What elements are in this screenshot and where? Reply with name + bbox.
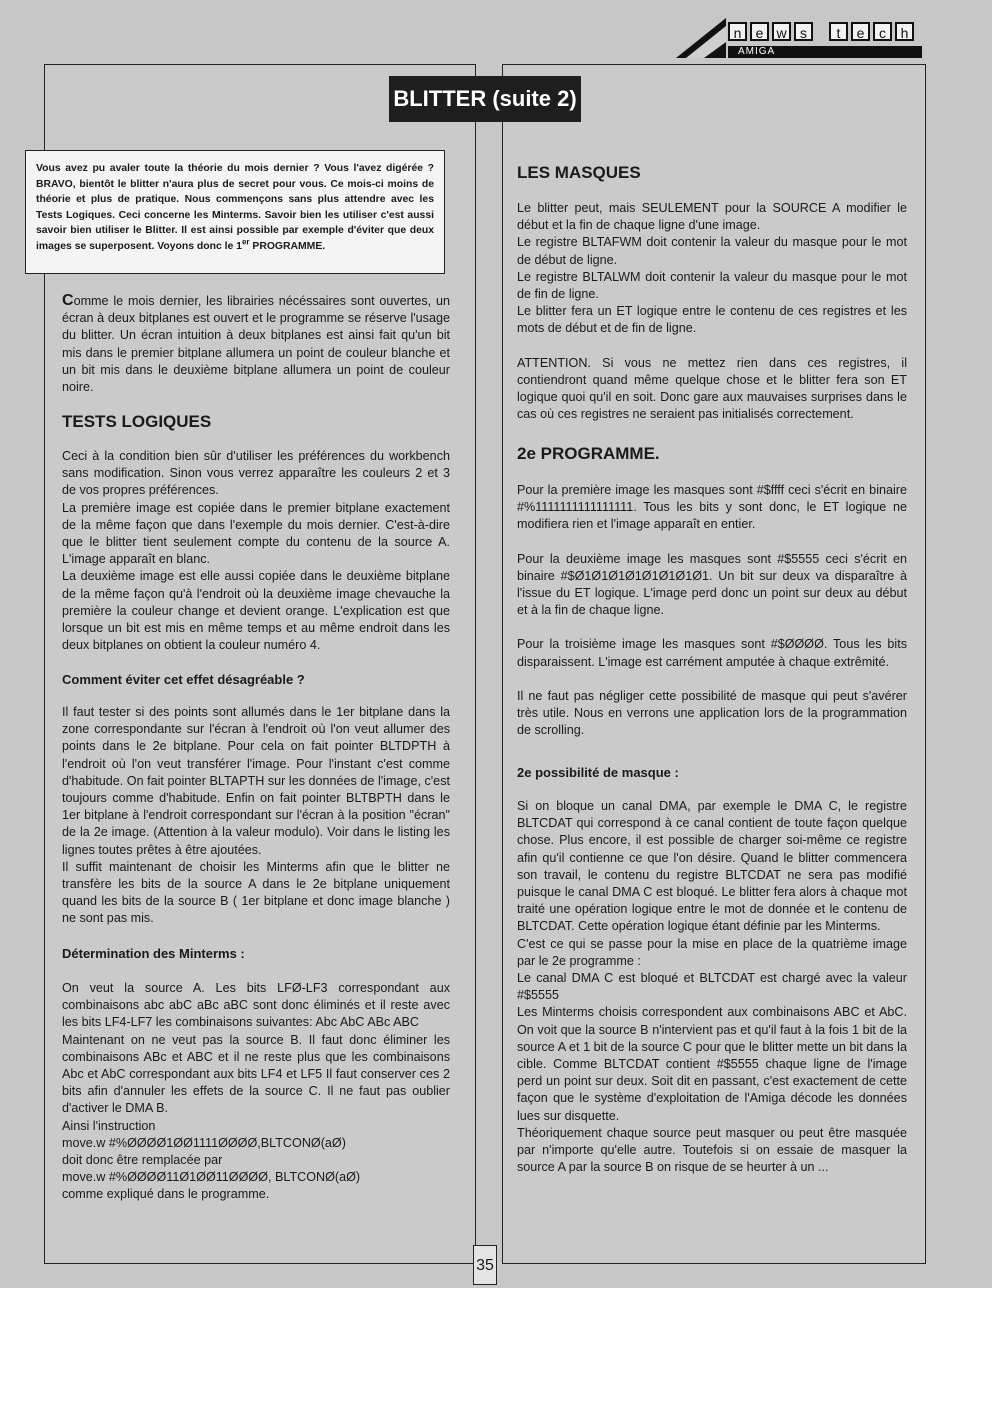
heading-comment-eviter: Comment éviter cet effet désagréable ?	[62, 672, 305, 687]
tests-section	[62, 448, 450, 654]
logo-letter: t	[829, 22, 848, 41]
paragraph: Le registre BLTALWM doit contenir la valeur du masque pour le mot de fin de ligne.	[517, 269, 907, 302]
logo-letters	[676, 18, 922, 44]
paragraph: Le canal DMA C est bloqué et BLTCDAT est chargé avec la valeur #$5555	[517, 971, 907, 1003]
heading-minterms: Détermination des Minterms :	[62, 946, 245, 961]
possibilite-section	[517, 798, 907, 1176]
programme-section	[517, 482, 907, 739]
drop-cap: C	[62, 292, 74, 309]
heading-les-masques: LES MASQUES	[517, 163, 641, 182]
paragraph: Pour la troisième image les masques sont #$ØØØØ. Tous les bits disparaissent. L'image est carrément amputée à chaque extrêmité.	[517, 637, 907, 669]
heading-tests-logiques: TESTS LOGIQUES	[62, 412, 212, 431]
eviter-section	[62, 704, 450, 928]
masques-section	[517, 200, 907, 423]
paragraph: doit donc être remplacée par	[62, 1153, 223, 1168]
paragraph: ATTENTION. Si vous ne mettez rien dans ces registres, il contiendront quand même quelque chose et le blitter fera son ET logique quoi qu'il en soit. Donc gare aux mauvaises surprises dans le cas où ces registres ne seraient pas initialisés correctement.	[517, 355, 907, 422]
paragraph: Pour la première image les masques sont #$ffff ceci s'écrit en binaire #%1111111111111111. Tous les bits y sont donc, le ET logique ne modifiera rien et l'image apparaît en entier.	[517, 483, 907, 532]
paragraph: La deuxième image est elle aussi copiée dans le deuxième bitplane de la même façon qu'à l'endroit où la deuxième image chevauche la première la couleur change et devient orange. L'explication est que lorsque un bit est mis en même temps et au même endroit dans les deux bitplanes on obtient la couleur numéro 4.	[62, 569, 450, 653]
news-tech-logo	[676, 18, 922, 58]
logo-letter: h	[895, 22, 914, 41]
paragraph: Maintenant on ne veut pas la source B. Il faut donc éliminer les combinaisons ABc et ABC et il ne reste plus que les combinaisons Abc et AbC correspondant aux bits LF4 et LF5 Il faut conserver ces 2 bits afin d'annuler les effets de la source C. Il ne faut pas oublier d'activer le DMA B.	[62, 1032, 450, 1116]
page-margin-bottom	[0, 1288, 992, 1403]
intro-text-end: PROGRAMME.	[249, 240, 326, 252]
minterms-section	[62, 980, 450, 1204]
paragraph: Si on bloque un canal DMA, par exemple le DMA C, le registre BLTCDAT qui correspond à ce canal contient de toute façon quelque chose. Plus encore, il est possible de charger soi-même ce registre afin qu'il contienne ce que l'on désire. Quand le blitter commencera son travail, le contenu du registre BLTCDAT ne sera pas modifié puisque le canal DMA C est bloqué. Le blitter fera alors à chaque mot traité une opération logique entre le mot de donnée et le contenu de BLTCDAT. Cette opération logique étant définie par les Minterms.	[517, 799, 907, 934]
heading-2e-programme: 2e PROGRAMME.	[517, 444, 660, 463]
paragraph: Le registre BLTAFWM doit contenir la valeur du masque pour le mot de début de ligne.	[517, 235, 907, 267]
paragraph: Les Minterms choisis correspondent aux combinaisons ABC et AbC. On voit que la source B n'intervient pas et qu'il faut à la fois 1 bit de la source A et 1 bit de la source C pour que le blitter mette un bit dans la cible. Comme BLTCDAT contient #$5555 chaque ligne de l'image perd un point sur deux. Soit dit en passant, c'est exactement de cette façon que le système d'exploitation de l'Amiga décode les données lues sur disquette.	[517, 1005, 907, 1123]
paragraph: Le blitter peut, mais SEULEMENT pour la SOURCE A modifier le début et la fin de chaque ligne d'une image.	[517, 201, 907, 233]
paragraph: Ceci à la condition bien sûr d'utiliser les préférences du workbench sans modification. Sinon vous verrez apparaître les couleurs 2 et 3 de vos propres préférences.	[62, 449, 450, 498]
code-line: move.w #%ØØØØ11Ø1ØØ11ØØØØ, BLTCONØ(aØ)	[62, 1170, 361, 1185]
logo-letter: e	[851, 22, 870, 41]
paragraph: Il faut tester si des points sont allumés dans le 1er bitplane dans la zone correspondante sur l'écran à l'endroit où l'on veut allumer des points dans le 2e bitplane. Pour cela on fait pointer BLTDPTH à l'endroit où l'on veut transférer l'image. Pour l'instant c'est comme d'habitude. On fait pointer BLTAPTH sur les données de l'image, c'est toujours comme d'habitude. Enfin on fait pointer BLTBPTH dans le 1er bitplane à l'endroit correspondant sur l'écran à la position "écran" de la 2e image. (Attention à la valeur modulo). Voir dans le listing les lignes toutes prêtes à être ajoutées.	[62, 705, 450, 857]
page-number: 35	[473, 1245, 497, 1285]
intro-text: Vous avez pu avaler toute la théorie du mois dernier ? Vous l'avez digérée ? BRAVO, bientôt le blitter n'aura plus de secret pour vous. Ce mois-ci moins de théorie et plus de pratique. Nous commençons sans plus attendre avec les Tests Logiques. Ceci concerne les Minterms. Savoir bien les utiliser c'est aussi savoir bien utiliser le Blitter. Il est ainsi possible par exemple d'éviter que deux images se superposent. Voyons donc le 1	[36, 163, 434, 252]
article-title: BLITTER (suite 2)	[389, 76, 581, 122]
paragraph: Théoriquement chaque source peut masquer ou peut être masquée par n'importe qu'elle autre. Toutefois si on essaie de masquer la source A par la source B on risque de se heurter à un ...	[517, 1125, 907, 1175]
logo-letter: s	[794, 22, 813, 41]
paragraph: On veut la source A. Les bits LFØ-LF3 correspondant aux combinaisons abc abC aBc aBC sont donc éliminés et il reste avec les bits LF4-LF7 les combinaisons suivantes: Abc AbC ABc ABC	[62, 981, 450, 1030]
paragraph: Ainsi l'instruction	[62, 1118, 156, 1133]
paragraph: Il ne faut pas négliger cette possibilité de masque qui peut s'avérer très utile. Nous en verrons une application lors de la programmation de scrolling.	[517, 688, 907, 738]
intro-superscript: er	[241, 237, 250, 247]
logo-letter: e	[750, 22, 769, 41]
logo-letter: n	[728, 22, 747, 41]
code-line: move.w #%ØØØØ1ØØ1111ØØØØ,BLTCONØ(aØ)	[62, 1135, 346, 1150]
intro-box	[25, 150, 445, 274]
paragraph: C'est ce qui se passe pour la mise en place de la quatrième image par le 2e programme :	[517, 936, 907, 968]
paragraph: comme expliqué dans le programme.	[62, 1187, 270, 1202]
left-intro-paragraph	[62, 292, 450, 396]
paragraph: La première image est copiée dans le premier bitplane exactement de la même façon que dans l'exemple du mois dernier. C'est-à-dire que le blitter tient seulement compte du contenu de la source A. L'image apparaît en blanc.	[62, 500, 450, 567]
logo-letter: w	[772, 22, 791, 41]
paragraph: omme le mois dernier, les librairies nécéssaires sont ouvertes, un écran à deux bitplanes est ouvert et le programme se réserve l'usage du blitter. Un écran intuition à deux bitplanes est ainsi fait qu'un bit mis dans le premier bitplane allumera un point de couleur blanche et un bit mis dans le deuxième bitplane allumera un point de couleur noire.	[62, 294, 450, 395]
heading-2e-possibilite: 2e possibilité de masque :	[517, 765, 679, 780]
paragraph: Il suffit maintenant de choisir les Minterms afin que le blitter ne transfère les bits de la source A dans le 2e bitplane uniquement quand les bits de la source B ( 1er bitplane et donc image blanche ) ne sont pas mis.	[62, 859, 450, 926]
logo-subtitle: AMIGA	[728, 46, 922, 58]
paragraph: Le blitter fera un ET logique entre le contenu de ces registres et les mots de début et de fin de ligne.	[517, 304, 907, 336]
logo-letter: c	[873, 22, 892, 41]
paragraph: Pour la deuxième image les masques sont #$5555 ceci s'écrit en binaire #$Ø1Ø1Ø1Ø1Ø1Ø1Ø1Ø1. Un bit sur deux va disparaître à l'issue du ET logique. L'image perd donc un point sur deux au début et à la fin de chaque ligne.	[517, 551, 907, 618]
